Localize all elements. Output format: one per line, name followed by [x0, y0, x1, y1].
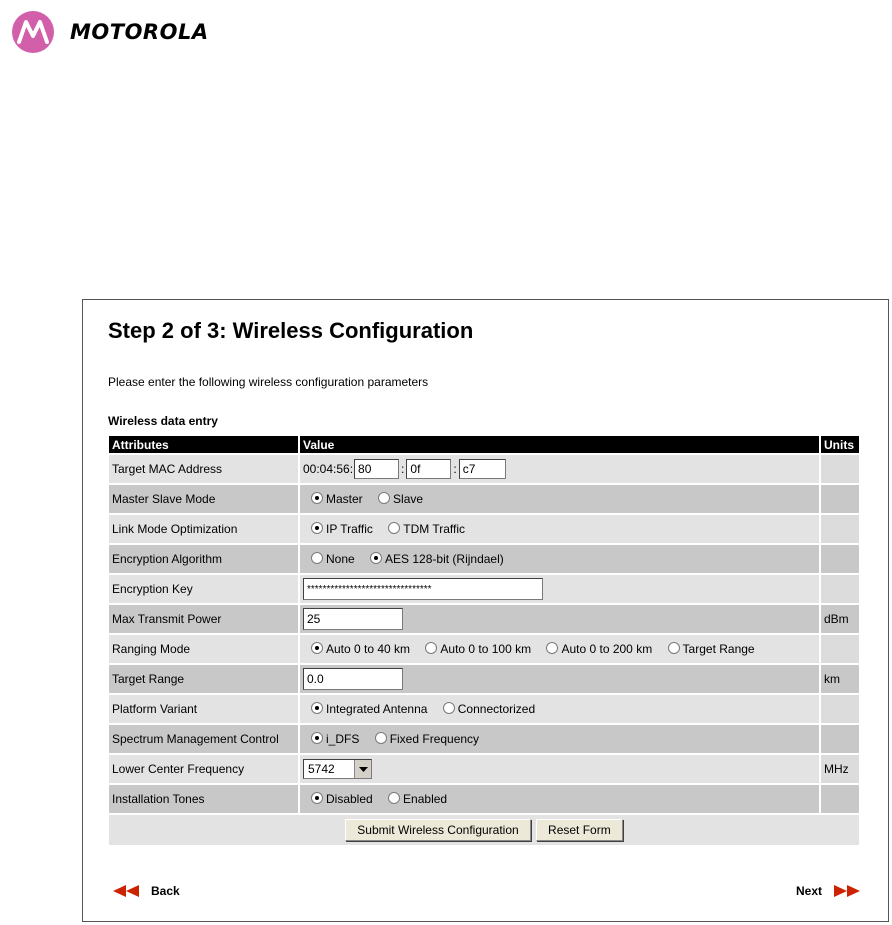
attr-label: Installation Tones [109, 785, 298, 813]
unit-mhz: MHz [821, 755, 859, 783]
section-heading: Wireless data entry [108, 414, 218, 428]
platform-options [300, 695, 819, 723]
mac-octet-3-input[interactable] [459, 459, 506, 479]
fixed-frequency-radio[interactable] [375, 732, 387, 744]
idfs-radio[interactable] [311, 732, 323, 744]
ip-traffic-radio[interactable] [311, 522, 323, 534]
target-range-label: Target Range [682, 642, 755, 656]
reset-button[interactable]: Reset Form [536, 819, 623, 841]
motorola-batwing-icon [12, 11, 54, 53]
encryption-key-cell [300, 575, 819, 603]
auto-40-label: Auto 0 to 40 km [326, 642, 411, 656]
target-range-input[interactable] [303, 668, 403, 690]
mac-separator: : [401, 462, 405, 476]
auto-40-radio[interactable] [311, 642, 323, 654]
slave-radio[interactable] [378, 492, 390, 504]
auto-200-radio[interactable] [546, 642, 558, 654]
auto-200-label: Auto 0 to 200 km [561, 642, 653, 656]
back-label: Back [151, 884, 180, 898]
tones-disabled-label: Disabled [326, 792, 373, 806]
wizard-frame [82, 299, 889, 922]
tones-enabled-radio[interactable] [388, 792, 400, 804]
lower-freq-value: 5742 [308, 762, 335, 776]
master-label: Master [326, 492, 363, 506]
unit-cell [821, 455, 859, 483]
unit-dbm: dBm [821, 605, 859, 633]
table-row [109, 605, 859, 633]
motorola-logo [12, 10, 209, 54]
unit-cell [821, 635, 859, 663]
integrated-antenna-radio[interactable] [311, 702, 323, 714]
mac-prefix: 00:04:56: [303, 462, 354, 476]
attr-label: Encryption Key [109, 575, 298, 603]
table-header [109, 436, 859, 453]
master-slave-options [300, 485, 819, 513]
dropdown-arrow-icon[interactable] [354, 760, 371, 778]
none-radio[interactable] [311, 552, 323, 564]
aes-radio[interactable] [370, 552, 382, 564]
attr-label: Master Slave Mode [109, 485, 298, 513]
unit-cell [821, 485, 859, 513]
slave-label: Slave [393, 492, 424, 506]
ip-traffic-label: IP Traffic [326, 522, 373, 536]
page-title: Step 2 of 3: Wireless Configuration [108, 318, 474, 343]
header-attributes: Attributes [109, 436, 298, 453]
connectorized-radio[interactable] [443, 702, 455, 714]
mac-octet-1-input[interactable] [354, 459, 399, 479]
master-radio[interactable] [311, 492, 323, 504]
mac-octet-2-input[interactable] [406, 459, 451, 479]
header-units: Units [821, 436, 859, 453]
attr-label: Link Mode Optimization [109, 515, 298, 543]
encryption-options [300, 545, 819, 573]
attr-label: Encryption Algorithm [109, 545, 298, 573]
back-link[interactable] [113, 884, 180, 898]
tones-options [300, 785, 819, 813]
unit-cell [821, 725, 859, 753]
tdm-traffic-label: TDM Traffic [403, 522, 466, 536]
next-link[interactable] [796, 884, 860, 898]
next-arrow-icon [830, 885, 860, 897]
integrated-antenna-label: Integrated Antenna [326, 702, 428, 716]
table-row [109, 515, 859, 543]
tones-enabled-label: Enabled [403, 792, 448, 806]
idfs-label: i_DFS [326, 732, 360, 746]
attr-label: Lower Center Frequency [109, 755, 298, 783]
unit-cell [821, 545, 859, 573]
auto-100-radio[interactable] [425, 642, 437, 654]
table-row [109, 785, 859, 813]
next-label: Next [795, 884, 822, 898]
table-row [109, 725, 859, 753]
table-row [109, 665, 859, 693]
none-label: None [326, 552, 355, 566]
encryption-key-input[interactable] [303, 578, 543, 600]
unit-cell [821, 695, 859, 723]
tdm-traffic-radio[interactable] [388, 522, 400, 534]
max-power-cell [300, 605, 819, 633]
config-table [107, 434, 861, 847]
back-arrow-icon [113, 885, 143, 897]
button-cell [109, 815, 859, 845]
table-row [109, 455, 859, 483]
attr-label: Target MAC Address [109, 455, 298, 483]
max-power-input[interactable] [303, 608, 403, 630]
submit-button[interactable]: Submit Wireless Configuration [345, 819, 530, 841]
attr-label: Max Transmit Power [109, 605, 298, 633]
fixed-frequency-label: Fixed Frequency [389, 732, 480, 746]
auto-100-label: Auto 0 to 100 km [440, 642, 532, 656]
table-row [109, 485, 859, 513]
table-row [109, 545, 859, 573]
connectorized-label: Connectorized [457, 702, 536, 716]
table-row [109, 575, 859, 603]
attr-label: Platform Variant [109, 695, 298, 723]
table-row [109, 695, 859, 723]
table-row [109, 755, 859, 783]
lower-freq-cell [300, 755, 819, 783]
target-range-cell [300, 665, 819, 693]
unit-cell [821, 575, 859, 603]
tones-disabled-radio[interactable] [311, 792, 323, 804]
button-row [109, 815, 859, 845]
intro-text: Please enter the following wireless configuration parameters [108, 375, 429, 389]
unit-cell [821, 515, 859, 543]
unit-cell [821, 785, 859, 813]
target-range-radio[interactable] [668, 642, 680, 654]
table-row [109, 635, 859, 663]
brand-name: MOTOROLA [70, 20, 209, 44]
ranging-options [300, 635, 819, 663]
header-value: Value [300, 436, 819, 453]
link-mode-options [300, 515, 819, 543]
spectrum-options [300, 725, 819, 753]
mac-separator: : [453, 462, 457, 476]
attr-label: Target Range [109, 665, 298, 693]
aes-label: AES 128-bit (Rijndael) [385, 552, 504, 566]
unit-km: km [821, 665, 859, 693]
mac-value [300, 455, 819, 483]
lower-freq-select[interactable] [303, 759, 372, 779]
attr-label: Spectrum Management Control [109, 725, 298, 753]
attr-label: Ranging Mode [109, 635, 298, 663]
